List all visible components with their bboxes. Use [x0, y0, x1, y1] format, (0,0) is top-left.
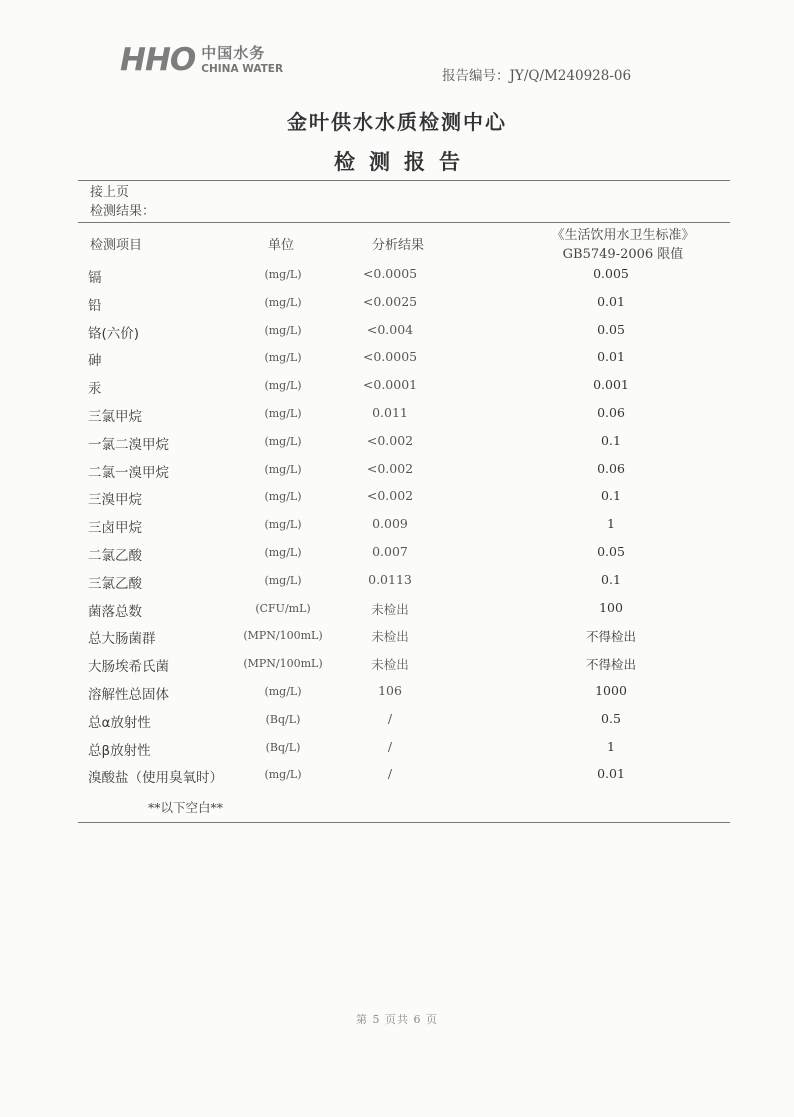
cell-item: 一氯二溴甲烷 — [88, 436, 169, 453]
cell-unit: (mg/L) — [264, 490, 302, 504]
table-row — [0, 349, 794, 377]
table-row — [0, 405, 794, 433]
cell-limit: 1 — [607, 516, 615, 532]
cell-limit: 0.1 — [601, 571, 621, 587]
blank-below-note: **以下空白** — [148, 800, 224, 815]
cell-item: 溶解性总固体 — [88, 687, 169, 703]
cell-limit: 0.06 — [597, 405, 625, 420]
page-footer: 第 5 页共 6 页 — [356, 1013, 438, 1026]
cell-item: 二氯乙酸 — [88, 548, 142, 564]
cell-item: 三溴甲烷 — [88, 492, 142, 509]
cell-unit: (MPN/100mL) — [243, 629, 323, 643]
logo-mark: HHO — [120, 42, 196, 78]
cell-unit: (mg/L) — [264, 546, 302, 559]
cell-result: <0.002 — [366, 488, 414, 504]
cell-unit: (CFU/mL) — [255, 601, 311, 615]
table-row — [0, 488, 794, 516]
cell-item: 总β放射性 — [88, 742, 151, 759]
cell-item: 镉 — [88, 270, 102, 286]
cell-unit: (mg/L) — [264, 462, 302, 476]
cell-item: 大肠埃希氏菌 — [88, 659, 169, 676]
divider-top — [78, 180, 730, 181]
results-label: 检测结果： — [90, 204, 156, 219]
cell-limit: 不得检出 — [585, 657, 636, 673]
table-row — [0, 544, 794, 572]
cell-unit: (MPN/100mL) — [243, 657, 323, 671]
cell-result: 0.011 — [372, 405, 408, 420]
table-row — [0, 433, 794, 461]
cell-limit: 0.01 — [597, 293, 625, 309]
cell-unit: (mg/L) — [264, 295, 302, 309]
divider-bottom — [78, 822, 730, 823]
cell-item: 三氯乙酸 — [88, 575, 142, 592]
cell-limit: 0.01 — [597, 766, 625, 782]
cell-limit: 100 — [599, 599, 623, 615]
cell-unit: (mg/L) — [264, 434, 302, 448]
cell-item: 三氯甲烷 — [88, 409, 142, 425]
cell-item: 总α放射性 — [88, 714, 151, 731]
cell-unit: (mg/L) — [264, 323, 302, 337]
cell-limit: 0.06 — [597, 460, 625, 476]
cell-unit: (Bq/L) — [265, 712, 301, 726]
cell-result: / — [387, 766, 393, 782]
table-row — [0, 683, 794, 711]
cell-unit: (mg/L) — [264, 768, 302, 782]
cell-limit: 0.001 — [593, 377, 629, 393]
cell-limit: 1 — [607, 738, 615, 754]
continued-label: 接上页 — [90, 185, 130, 200]
cell-unit: (mg/L) — [264, 685, 302, 698]
table-row — [0, 294, 794, 322]
table-row — [0, 739, 794, 767]
cell-result: <0.004 — [366, 321, 414, 337]
cell-unit: (mg/L) — [264, 351, 302, 365]
cell-result: 未检出 — [371, 601, 409, 617]
column-header-item: 检测项目 — [90, 238, 143, 253]
cell-result: / — [387, 738, 393, 754]
table-row — [0, 572, 794, 600]
company-logo — [120, 42, 283, 78]
table-row — [0, 516, 794, 544]
cell-result: 0.0113 — [368, 571, 412, 587]
cell-result: <0.0005 — [362, 349, 418, 365]
divider-header — [78, 222, 730, 223]
cell-unit: (Bq/L) — [265, 740, 301, 754]
table-row — [0, 655, 794, 683]
cell-item: 三卤甲烷 — [88, 520, 142, 537]
cell-item: 总大肠菌群 — [88, 631, 156, 648]
cell-result: 未检出 — [371, 629, 409, 645]
cell-item: 铅 — [88, 297, 102, 314]
table-row — [0, 461, 794, 489]
table-row — [0, 377, 794, 405]
table-row — [0, 711, 794, 739]
cell-limit: 0.01 — [597, 349, 625, 365]
cell-result: 0.009 — [372, 516, 408, 532]
cell-result: <0.0025 — [362, 293, 418, 309]
cell-result: <0.0005 — [362, 266, 418, 281]
table-row — [0, 322, 794, 350]
cell-item: 砷 — [88, 353, 102, 370]
cell-unit: (mg/L) — [264, 379, 302, 393]
cell-item: 二氯一溴甲烷 — [88, 464, 169, 481]
cell-limit: 0.05 — [597, 544, 625, 559]
logo-text — [201, 43, 284, 75]
cell-limit: 0.005 — [593, 266, 629, 281]
logo-english-name: CHINA WATER — [201, 62, 284, 75]
cell-unit: (mg/L) — [264, 268, 302, 281]
cell-limit: 0.1 — [601, 488, 621, 504]
cell-result: 0.007 — [372, 544, 408, 559]
standard-code: GB5749-2006 限值 — [562, 247, 684, 262]
table-row — [0, 766, 794, 794]
table-row — [0, 600, 794, 628]
cell-limit: 不得检出 — [585, 629, 636, 645]
cell-item: 铬(六价) — [88, 325, 140, 342]
table-row — [0, 266, 794, 294]
cell-unit: (mg/L) — [264, 573, 302, 587]
cell-item: 菌落总数 — [88, 603, 142, 620]
cell-result: <0.002 — [366, 432, 414, 448]
cell-unit: (mg/L) — [264, 407, 302, 420]
cell-limit: 0.05 — [597, 321, 625, 337]
standard-name: 《生活饮用水卫生标准》 — [551, 228, 695, 243]
column-header-unit: 单位 — [268, 238, 295, 253]
column-header-result: 分析结果 — [372, 238, 425, 253]
cell-item: 溴酸盐（使用臭氧时） — [88, 770, 223, 787]
cell-limit: 1000 — [595, 683, 627, 698]
cell-result: 未检出 — [371, 657, 409, 673]
cell-unit: (mg/L) — [264, 518, 302, 532]
cell-item: 汞 — [88, 381, 102, 398]
cell-result: <0.002 — [366, 460, 414, 476]
cell-limit: 0.5 — [601, 710, 621, 726]
document-title: 检测报告 — [334, 150, 474, 174]
organization-title: 金叶供水水质检测中心 — [287, 110, 507, 134]
cell-limit: 0.1 — [601, 432, 621, 448]
table-row — [0, 627, 794, 655]
column-header-standard — [508, 226, 738, 264]
logo-chinese-name: 中国水务 — [201, 43, 266, 62]
cell-result: <0.0001 — [362, 377, 418, 393]
cell-result: / — [387, 710, 393, 726]
report-number: 报告编号：JY/Q/M240928-06 — [442, 68, 632, 84]
cell-result: 106 — [378, 683, 402, 698]
